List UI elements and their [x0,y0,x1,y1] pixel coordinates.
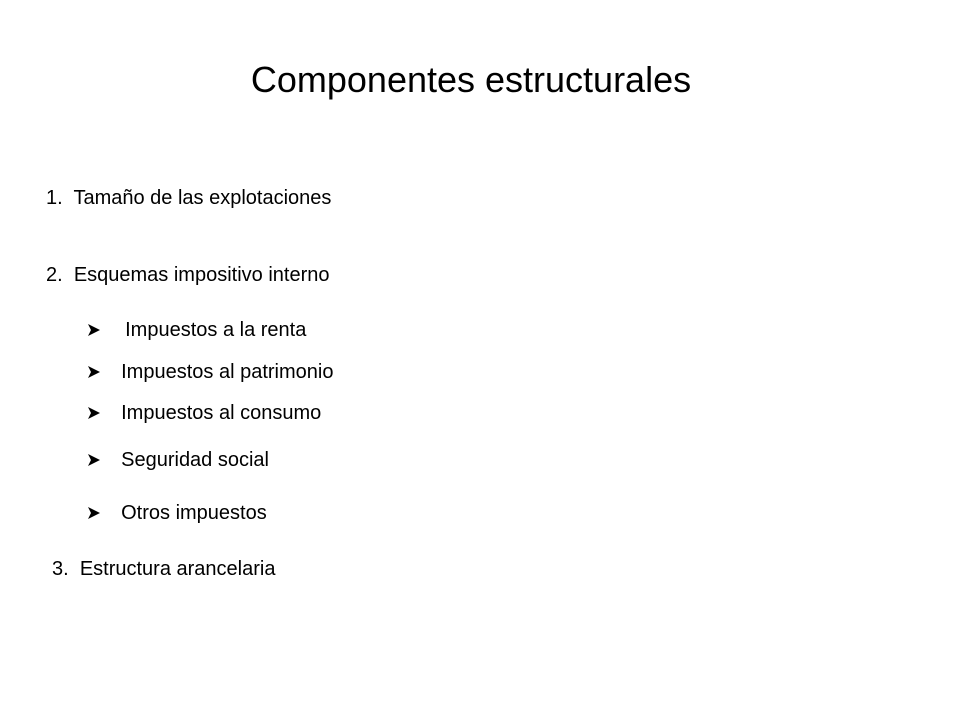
numbered-item-1 [46,186,331,210]
arrow-bullet-icon [86,322,102,338]
sub-bullet-5 [86,501,267,525]
bullet-text: Impuestos al patrimonio [121,361,334,383]
numbered-item-2 [46,263,330,287]
arrow-bullet-icon [86,405,102,421]
item-text: Estructura arancelaria [79,558,276,580]
bullet-text: Impuestos a la renta [125,319,307,341]
arrow-bullet-icon [86,452,102,468]
sub-bullet-3 [86,401,321,425]
slide-title: Componentes estructurales [250,59,692,100]
item-number: 3. [52,558,69,580]
item-number: 1. [46,187,63,209]
item-number: 2. [46,264,63,286]
sub-bullet-1 [86,318,306,342]
bullet-text: Otros impuestos [121,502,267,524]
bullet-text: Seguridad social [121,449,269,471]
bullet-text: Impuestos al consumo [121,402,322,424]
numbered-item-3 [52,557,275,581]
item-text: Tamaño de las explotaciones [73,187,332,209]
item-text: Esquemas impositivo interno [73,264,330,286]
sub-bullet-4 [86,448,269,472]
arrow-bullet-icon [86,364,102,380]
sub-bullet-2 [86,360,333,384]
arrow-bullet-icon [86,505,102,521]
